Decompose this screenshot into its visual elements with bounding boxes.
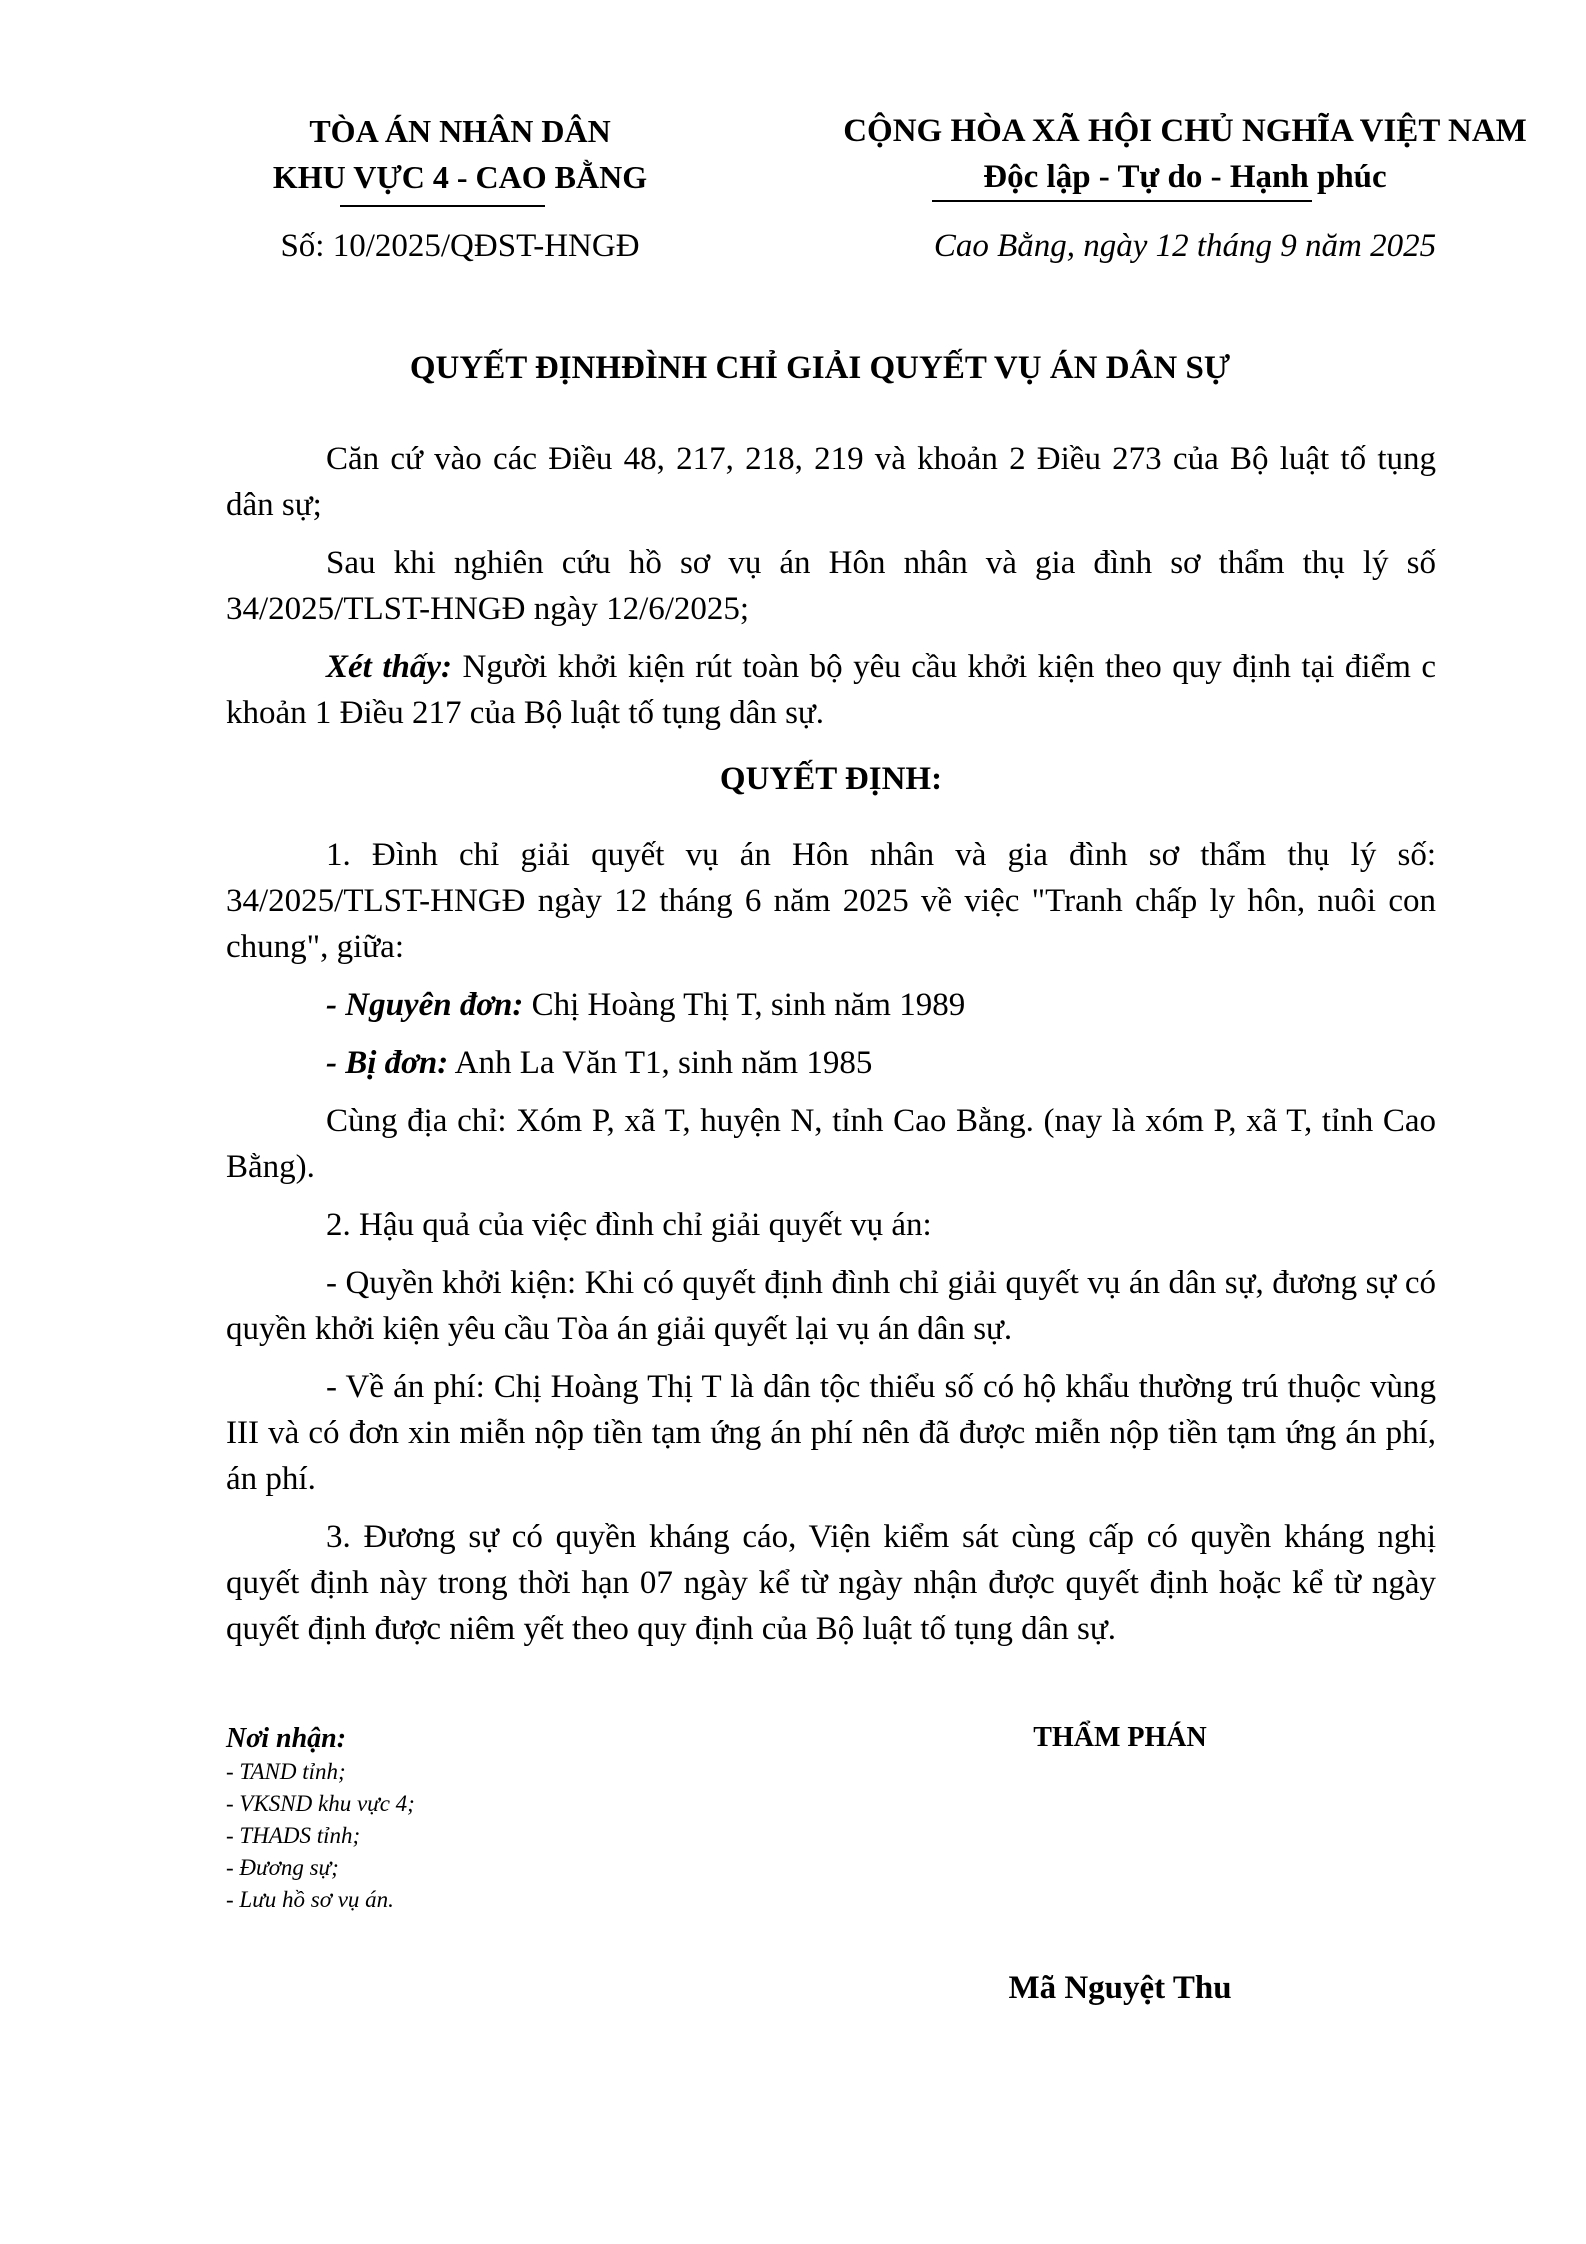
- national-motto: Độc lập - Tự do - Hạnh phúc: [983, 159, 1387, 195]
- defendant: [226, 1040, 1436, 1086]
- finding-label: Xét thấy:: [326, 649, 452, 685]
- recipients-title: Nơi nhận:: [226, 1723, 347, 1754]
- case-study: Sau khi nghiên cứu hồ sơ vụ án Hôn nhân và gia đình sơ thẩm thụ lý số 34/2025/TLST-HNGĐ ngày 12/6/2025;: [226, 545, 1436, 627]
- finding: [226, 644, 1436, 736]
- recipient-item: - Lưu hồ sơ vụ án.: [226, 1887, 394, 1912]
- defendant-label: - Bị đơn:: [326, 1045, 449, 1081]
- document-title: QUYẾT ĐỊNHĐÌNH CHỈ GIẢI QUYẾT VỤ ÁN DÂN SỰ: [409, 350, 1231, 386]
- recipient-item: - Đương sự;: [226, 1855, 339, 1880]
- right-to-sue: - Quyền khởi kiện: Khi có quyết định đình chỉ giải quyết vụ án dân sự, đương sự có quyền khởi kiện yêu cầu Tòa án giải quyết lại vụ án dân sự.: [226, 1265, 1436, 1347]
- nation-name: CỘNG HÒA XÃ HỘI CHỦ NGHĨA VIỆT NAM: [843, 113, 1527, 149]
- court-name-line1: TÒA ÁN NHÂN DÂN: [309, 113, 611, 149]
- legal-basis: Căn cứ vào các Điều 48, 217, 218, 219 và khoản 2 Điều 273 của Bộ luật tố tụng dân sự;: [226, 441, 1436, 523]
- signer-role: THẨM PHÁN: [1033, 1722, 1207, 1753]
- decision-item-3: 3. Đương sự có quyền kháng cáo, Viện kiểm sát cùng cấp có quyền kháng nghị quyết định này trong thời hạn 07 ngày kể từ ngày nhận được quyết định hoặc kể từ ngày quyết định được niêm yết theo quy định của Bộ luật tố tụng dân sự.: [226, 1519, 1436, 1647]
- recipient-item: - TAND tỉnh;: [226, 1759, 346, 1784]
- document-body: [226, 436, 1436, 1664]
- plaintiff-label: - Nguyên đơn:: [326, 987, 524, 1023]
- decision-heading: QUYẾT ĐỊNH:: [719, 761, 943, 797]
- national-motto-block: [810, 108, 1560, 200]
- finding-text: Người khởi kiện rút toàn bộ yêu cầu khởi kiện theo quy định tại điểm c khoản 1 Điều 217 của Bộ luật tố tụng dân sự.: [226, 649, 1437, 731]
- place-date: Cao Bằng, ngày 12 tháng 9 năm 2025: [933, 228, 1437, 264]
- court-fee: - Về án phí: Chị Hoàng Thị T là dân tộc thiểu số có hộ khẩu thường trú thuộc vùng III và có đơn xin miễn nộp tiền tạm ứng án phí nên đã được miễn nộp tiền tạm ứng án phí, án phí.: [226, 1369, 1436, 1497]
- decision-item-1: 1. Đình chỉ giải quyết vụ án Hôn nhân và gia đình sơ thẩm thụ lý số: 34/2025/TLST-HNGĐ ngày 12 tháng 6 năm 2025 về việc "Tranh chấp ly hôn, nuôi con chung", giữa:: [226, 837, 1436, 965]
- signer-name: Mã Nguyệt Thu: [1008, 1970, 1232, 2006]
- decision-item-2: 2. Hậu quả của việc đình chỉ giải quyết vụ án:: [326, 1207, 932, 1243]
- court-name-line2: KHU VỰC 4 - CAO BẰNG: [272, 159, 648, 195]
- address: Cùng địa chỉ: Xóm P, xã T, huyện N, tỉnh Cao Bằng. (nay là xóm P, xã T, tỉnh Cao Bằng).: [226, 1103, 1436, 1185]
- plaintiff: [226, 982, 1436, 1028]
- court-name-underline: [340, 205, 545, 207]
- defendant-text: Anh La Văn T1, sinh năm 1985: [448, 1045, 873, 1081]
- plaintiff-text: Chị Hoàng Thị T, sinh năm 1989: [523, 987, 966, 1023]
- motto-underline: [932, 200, 1312, 202]
- recipients-block: [226, 1722, 726, 1916]
- recipient-item: - VKSND khu vực 4;: [226, 1791, 415, 1816]
- document-number: Số: 10/2025/QĐST-HNGĐ: [280, 228, 640, 264]
- recipient-item: - THADS tỉnh;: [226, 1823, 361, 1848]
- court-name-block: [200, 108, 720, 200]
